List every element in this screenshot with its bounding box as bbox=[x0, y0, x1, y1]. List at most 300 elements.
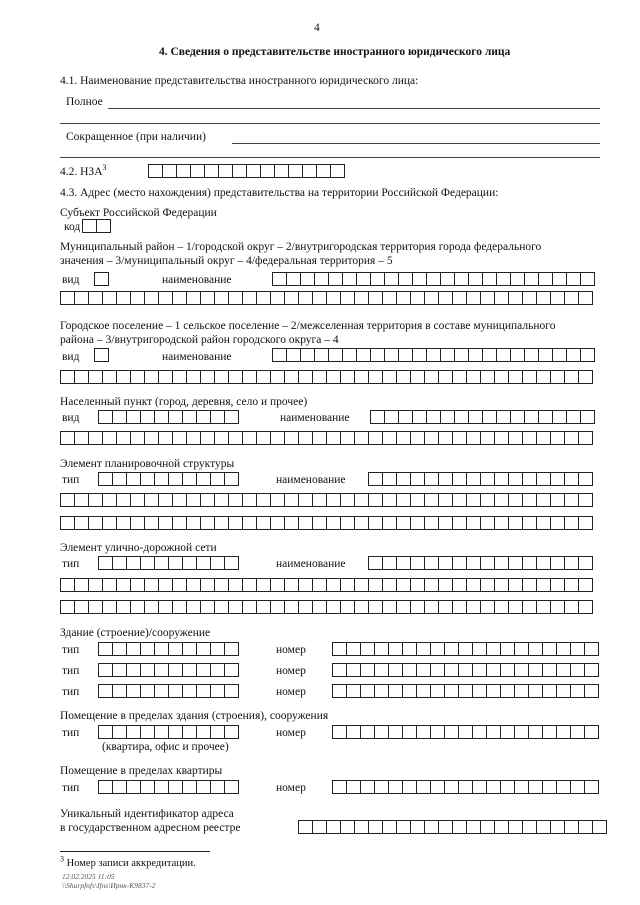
char-cell[interactable] bbox=[551, 556, 565, 570]
char-cell[interactable] bbox=[495, 431, 509, 445]
char-cell[interactable] bbox=[581, 272, 595, 286]
char-cell[interactable] bbox=[383, 431, 397, 445]
char-cell[interactable] bbox=[565, 578, 579, 592]
char-cell[interactable] bbox=[453, 516, 467, 530]
char-cell[interactable] bbox=[469, 348, 483, 362]
char-cell[interactable] bbox=[515, 684, 529, 698]
char-cell[interactable] bbox=[117, 291, 131, 305]
char-cell[interactable] bbox=[61, 370, 75, 384]
char-cell[interactable] bbox=[103, 516, 117, 530]
char-cell[interactable] bbox=[127, 780, 141, 794]
char-cell[interactable] bbox=[99, 410, 113, 424]
char-cell[interactable] bbox=[177, 164, 191, 178]
char-cell[interactable] bbox=[501, 684, 515, 698]
char-cell[interactable] bbox=[425, 556, 439, 570]
char-cell[interactable] bbox=[481, 472, 495, 486]
char-cell[interactable] bbox=[159, 370, 173, 384]
char-cell[interactable] bbox=[481, 493, 495, 507]
char-cell[interactable] bbox=[299, 370, 313, 384]
char-cell[interactable] bbox=[169, 663, 183, 677]
char-cell[interactable] bbox=[425, 472, 439, 486]
char-cell[interactable] bbox=[103, 370, 117, 384]
char-cell[interactable] bbox=[271, 516, 285, 530]
char-cell[interactable] bbox=[145, 493, 159, 507]
char-cell[interactable] bbox=[341, 493, 355, 507]
char-cell[interactable] bbox=[481, 370, 495, 384]
char-cell[interactable] bbox=[425, 516, 439, 530]
char-cell[interactable] bbox=[75, 516, 89, 530]
char-cell[interactable] bbox=[411, 516, 425, 530]
char-cell[interactable] bbox=[103, 600, 117, 614]
char-cell[interactable] bbox=[439, 600, 453, 614]
char-cell[interactable] bbox=[201, 578, 215, 592]
locality-name-cells-2[interactable] bbox=[60, 431, 593, 445]
char-cell[interactable] bbox=[411, 820, 425, 834]
char-cell[interactable] bbox=[89, 370, 103, 384]
char-cell[interactable] bbox=[481, 291, 495, 305]
char-cell[interactable] bbox=[459, 663, 473, 677]
char-cell[interactable] bbox=[487, 780, 501, 794]
char-cell[interactable] bbox=[155, 472, 169, 486]
char-cell[interactable] bbox=[327, 820, 341, 834]
char-cell[interactable] bbox=[539, 348, 553, 362]
char-cell[interactable] bbox=[383, 820, 397, 834]
char-cell[interactable] bbox=[215, 493, 229, 507]
char-cell[interactable] bbox=[299, 431, 313, 445]
char-cell[interactable] bbox=[271, 578, 285, 592]
char-cell[interactable] bbox=[183, 472, 197, 486]
char-cell[interactable] bbox=[313, 516, 327, 530]
char-cell[interactable] bbox=[553, 348, 567, 362]
premises-number-cells[interactable] bbox=[332, 725, 599, 739]
char-cell[interactable] bbox=[509, 291, 523, 305]
char-cell[interactable] bbox=[159, 600, 173, 614]
char-cell[interactable] bbox=[543, 642, 557, 656]
char-cell[interactable] bbox=[327, 493, 341, 507]
char-cell[interactable] bbox=[257, 493, 271, 507]
char-cell[interactable] bbox=[205, 164, 219, 178]
char-cell[interactable] bbox=[215, 600, 229, 614]
char-cell[interactable] bbox=[537, 472, 551, 486]
char-cell[interactable] bbox=[313, 493, 327, 507]
char-cell[interactable] bbox=[183, 410, 197, 424]
char-cell[interactable] bbox=[567, 410, 581, 424]
char-cell[interactable] bbox=[467, 472, 481, 486]
char-cell[interactable] bbox=[271, 291, 285, 305]
char-cell[interactable] bbox=[537, 291, 551, 305]
settlement-name-cells-2[interactable] bbox=[60, 370, 593, 384]
char-cell[interactable] bbox=[155, 684, 169, 698]
planning-name-cells-3[interactable] bbox=[60, 516, 593, 530]
char-cell[interactable] bbox=[187, 370, 201, 384]
char-cell[interactable] bbox=[567, 348, 581, 362]
char-cell[interactable] bbox=[571, 725, 585, 739]
char-cell[interactable] bbox=[75, 291, 89, 305]
flat-number-cells[interactable] bbox=[332, 780, 599, 794]
road-name-cells-2[interactable] bbox=[60, 578, 593, 592]
char-cell[interactable] bbox=[565, 600, 579, 614]
char-cell[interactable] bbox=[403, 780, 417, 794]
char-cell[interactable] bbox=[131, 431, 145, 445]
char-cell[interactable] bbox=[403, 642, 417, 656]
char-cell[interactable] bbox=[567, 272, 581, 286]
char-cell[interactable] bbox=[331, 164, 345, 178]
char-cell[interactable] bbox=[571, 663, 585, 677]
char-cell[interactable] bbox=[537, 431, 551, 445]
char-cell[interactable] bbox=[333, 684, 347, 698]
char-cell[interactable] bbox=[481, 820, 495, 834]
char-cell[interactable] bbox=[389, 725, 403, 739]
char-cell[interactable] bbox=[389, 663, 403, 677]
char-cell[interactable] bbox=[229, 291, 243, 305]
char-cell[interactable] bbox=[571, 780, 585, 794]
char-cell[interactable] bbox=[495, 472, 509, 486]
char-cell[interactable] bbox=[553, 272, 567, 286]
char-cell[interactable] bbox=[271, 493, 285, 507]
char-cell[interactable] bbox=[425, 291, 439, 305]
char-cell[interactable] bbox=[445, 725, 459, 739]
char-cell[interactable] bbox=[89, 493, 103, 507]
char-cell[interactable] bbox=[417, 663, 431, 677]
char-cell[interactable] bbox=[375, 725, 389, 739]
char-cell[interactable] bbox=[579, 556, 593, 570]
char-cell[interactable] bbox=[197, 472, 211, 486]
char-cell[interactable] bbox=[159, 493, 173, 507]
char-cell[interactable] bbox=[445, 684, 459, 698]
char-cell[interactable] bbox=[403, 684, 417, 698]
char-cell[interactable] bbox=[201, 600, 215, 614]
char-cell[interactable] bbox=[287, 272, 301, 286]
char-cell[interactable] bbox=[173, 370, 187, 384]
char-cell[interactable] bbox=[565, 493, 579, 507]
char-cell[interactable] bbox=[341, 370, 355, 384]
char-cell[interactable] bbox=[95, 348, 109, 362]
char-cell[interactable] bbox=[315, 348, 329, 362]
char-cell[interactable] bbox=[509, 370, 523, 384]
char-cell[interactable] bbox=[369, 431, 383, 445]
char-cell[interactable] bbox=[299, 516, 313, 530]
char-cell[interactable] bbox=[183, 663, 197, 677]
char-cell[interactable] bbox=[417, 684, 431, 698]
char-cell[interactable] bbox=[113, 684, 127, 698]
char-cell[interactable] bbox=[201, 431, 215, 445]
char-cell[interactable] bbox=[313, 820, 327, 834]
char-cell[interactable] bbox=[425, 431, 439, 445]
char-cell[interactable] bbox=[117, 370, 131, 384]
char-cell[interactable] bbox=[327, 600, 341, 614]
char-cell[interactable] bbox=[357, 348, 371, 362]
char-cell[interactable] bbox=[247, 164, 261, 178]
char-cell[interactable] bbox=[431, 780, 445, 794]
char-cell[interactable] bbox=[385, 348, 399, 362]
char-cell[interactable] bbox=[371, 348, 385, 362]
char-cell[interactable] bbox=[225, 556, 239, 570]
char-cell[interactable] bbox=[383, 556, 397, 570]
char-cell[interactable] bbox=[411, 291, 425, 305]
char-cell[interactable] bbox=[211, 663, 225, 677]
char-cell[interactable] bbox=[459, 725, 473, 739]
char-cell[interactable] bbox=[537, 516, 551, 530]
char-cell[interactable] bbox=[285, 600, 299, 614]
char-cell[interactable] bbox=[453, 431, 467, 445]
char-cell[interactable] bbox=[369, 578, 383, 592]
char-cell[interactable] bbox=[117, 431, 131, 445]
char-cell[interactable] bbox=[99, 556, 113, 570]
char-cell[interactable] bbox=[495, 493, 509, 507]
char-cell[interactable] bbox=[369, 556, 383, 570]
char-cell[interactable] bbox=[515, 663, 529, 677]
char-cell[interactable] bbox=[445, 780, 459, 794]
char-cell[interactable] bbox=[565, 431, 579, 445]
char-cell[interactable] bbox=[397, 556, 411, 570]
planning-name-cells-1[interactable] bbox=[368, 472, 593, 486]
char-cell[interactable] bbox=[369, 820, 383, 834]
char-cell[interactable] bbox=[197, 556, 211, 570]
planning-name-cells-2[interactable] bbox=[60, 493, 593, 507]
char-cell[interactable] bbox=[145, 291, 159, 305]
full-name-line-2[interactable] bbox=[60, 123, 600, 124]
char-cell[interactable] bbox=[581, 348, 595, 362]
char-cell[interactable] bbox=[225, 684, 239, 698]
char-cell[interactable] bbox=[229, 516, 243, 530]
char-cell[interactable] bbox=[159, 291, 173, 305]
char-cell[interactable] bbox=[145, 600, 159, 614]
char-cell[interactable] bbox=[425, 820, 439, 834]
char-cell[interactable] bbox=[537, 820, 551, 834]
char-cell[interactable] bbox=[579, 578, 593, 592]
char-cell[interactable] bbox=[537, 493, 551, 507]
char-cell[interactable] bbox=[187, 578, 201, 592]
char-cell[interactable] bbox=[579, 370, 593, 384]
char-cell[interactable] bbox=[539, 272, 553, 286]
char-cell[interactable] bbox=[299, 493, 313, 507]
char-cell[interactable] bbox=[131, 370, 145, 384]
char-cell[interactable] bbox=[389, 780, 403, 794]
char-cell[interactable] bbox=[211, 642, 225, 656]
char-cell[interactable] bbox=[243, 578, 257, 592]
char-cell[interactable] bbox=[467, 370, 481, 384]
char-cell[interactable] bbox=[497, 272, 511, 286]
char-cell[interactable] bbox=[243, 291, 257, 305]
char-cell[interactable] bbox=[585, 684, 599, 698]
building-type-cells-2[interactable] bbox=[98, 663, 239, 677]
char-cell[interactable] bbox=[431, 642, 445, 656]
char-cell[interactable] bbox=[389, 642, 403, 656]
char-cell[interactable] bbox=[585, 642, 599, 656]
char-cell[interactable] bbox=[289, 164, 303, 178]
char-cell[interactable] bbox=[537, 600, 551, 614]
char-cell[interactable] bbox=[411, 431, 425, 445]
char-cell[interactable] bbox=[169, 642, 183, 656]
char-cell[interactable] bbox=[427, 272, 441, 286]
char-cell[interactable] bbox=[61, 600, 75, 614]
char-cell[interactable] bbox=[425, 600, 439, 614]
char-cell[interactable] bbox=[439, 556, 453, 570]
char-cell[interactable] bbox=[403, 725, 417, 739]
char-cell[interactable] bbox=[187, 431, 201, 445]
char-cell[interactable] bbox=[497, 410, 511, 424]
char-cell[interactable] bbox=[131, 493, 145, 507]
char-cell[interactable] bbox=[89, 578, 103, 592]
char-cell[interactable] bbox=[439, 493, 453, 507]
char-cell[interactable] bbox=[141, 663, 155, 677]
char-cell[interactable] bbox=[453, 600, 467, 614]
char-cell[interactable] bbox=[543, 663, 557, 677]
char-cell[interactable] bbox=[313, 431, 327, 445]
char-cell[interactable] bbox=[453, 578, 467, 592]
char-cell[interactable] bbox=[197, 780, 211, 794]
char-cell[interactable] bbox=[439, 516, 453, 530]
char-cell[interactable] bbox=[99, 780, 113, 794]
char-cell[interactable] bbox=[459, 684, 473, 698]
char-cell[interactable] bbox=[341, 820, 355, 834]
char-cell[interactable] bbox=[95, 272, 109, 286]
char-cell[interactable] bbox=[537, 578, 551, 592]
char-cell[interactable] bbox=[509, 431, 523, 445]
char-cell[interactable] bbox=[467, 431, 481, 445]
char-cell[interactable] bbox=[411, 472, 425, 486]
char-cell[interactable] bbox=[369, 472, 383, 486]
char-cell[interactable] bbox=[525, 348, 539, 362]
char-cell[interactable] bbox=[411, 600, 425, 614]
char-cell[interactable] bbox=[243, 431, 257, 445]
char-cell[interactable] bbox=[523, 431, 537, 445]
locality-vid-cells[interactable] bbox=[98, 410, 239, 424]
char-cell[interactable] bbox=[155, 725, 169, 739]
subject-code-cells[interactable] bbox=[82, 219, 111, 233]
char-cell[interactable] bbox=[525, 410, 539, 424]
char-cell[interactable] bbox=[99, 663, 113, 677]
char-cell[interactable] bbox=[329, 272, 343, 286]
char-cell[interactable] bbox=[579, 472, 593, 486]
char-cell[interactable] bbox=[299, 820, 313, 834]
char-cell[interactable] bbox=[553, 410, 567, 424]
municipal-vid-cell[interactable] bbox=[94, 272, 109, 286]
char-cell[interactable] bbox=[285, 516, 299, 530]
char-cell[interactable] bbox=[243, 516, 257, 530]
char-cell[interactable] bbox=[145, 370, 159, 384]
char-cell[interactable] bbox=[61, 291, 75, 305]
char-cell[interactable] bbox=[371, 410, 385, 424]
char-cell[interactable] bbox=[75, 370, 89, 384]
char-cell[interactable] bbox=[439, 578, 453, 592]
char-cell[interactable] bbox=[113, 410, 127, 424]
char-cell[interactable] bbox=[523, 820, 537, 834]
char-cell[interactable] bbox=[117, 578, 131, 592]
char-cell[interactable] bbox=[473, 684, 487, 698]
char-cell[interactable] bbox=[539, 410, 553, 424]
char-cell[interactable] bbox=[201, 370, 215, 384]
char-cell[interactable] bbox=[467, 516, 481, 530]
char-cell[interactable] bbox=[131, 516, 145, 530]
char-cell[interactable] bbox=[383, 600, 397, 614]
char-cell[interactable] bbox=[197, 725, 211, 739]
char-cell[interactable] bbox=[225, 663, 239, 677]
char-cell[interactable] bbox=[383, 472, 397, 486]
char-cell[interactable] bbox=[355, 578, 369, 592]
char-cell[interactable] bbox=[211, 780, 225, 794]
municipal-name-cells-2[interactable] bbox=[60, 291, 593, 305]
char-cell[interactable] bbox=[397, 472, 411, 486]
short-name-line-2[interactable] bbox=[60, 157, 600, 158]
char-cell[interactable] bbox=[441, 348, 455, 362]
settlement-vid-cell[interactable] bbox=[94, 348, 109, 362]
char-cell[interactable] bbox=[225, 725, 239, 739]
char-cell[interactable] bbox=[155, 410, 169, 424]
char-cell[interactable] bbox=[173, 578, 187, 592]
char-cell[interactable] bbox=[329, 348, 343, 362]
char-cell[interactable] bbox=[501, 780, 515, 794]
char-cell[interactable] bbox=[229, 578, 243, 592]
char-cell[interactable] bbox=[89, 431, 103, 445]
char-cell[interactable] bbox=[187, 516, 201, 530]
char-cell[interactable] bbox=[413, 410, 427, 424]
char-cell[interactable] bbox=[211, 556, 225, 570]
char-cell[interactable] bbox=[515, 780, 529, 794]
char-cell[interactable] bbox=[285, 431, 299, 445]
char-cell[interactable] bbox=[487, 684, 501, 698]
char-cell[interactable] bbox=[163, 164, 177, 178]
char-cell[interactable] bbox=[183, 780, 197, 794]
char-cell[interactable] bbox=[141, 684, 155, 698]
char-cell[interactable] bbox=[327, 578, 341, 592]
char-cell[interactable] bbox=[357, 272, 371, 286]
char-cell[interactable] bbox=[551, 600, 565, 614]
char-cell[interactable] bbox=[103, 578, 117, 592]
char-cell[interactable] bbox=[369, 493, 383, 507]
char-cell[interactable] bbox=[257, 431, 271, 445]
char-cell[interactable] bbox=[487, 725, 501, 739]
char-cell[interactable] bbox=[113, 556, 127, 570]
char-cell[interactable] bbox=[169, 780, 183, 794]
char-cell[interactable] bbox=[453, 370, 467, 384]
char-cell[interactable] bbox=[155, 780, 169, 794]
char-cell[interactable] bbox=[127, 556, 141, 570]
char-cell[interactable] bbox=[495, 516, 509, 530]
char-cell[interactable] bbox=[215, 516, 229, 530]
char-cell[interactable] bbox=[509, 820, 523, 834]
char-cell[interactable] bbox=[593, 820, 607, 834]
char-cell[interactable] bbox=[495, 820, 509, 834]
char-cell[interactable] bbox=[347, 663, 361, 677]
char-cell[interactable] bbox=[341, 516, 355, 530]
char-cell[interactable] bbox=[397, 578, 411, 592]
char-cell[interactable] bbox=[441, 272, 455, 286]
char-cell[interactable] bbox=[585, 780, 599, 794]
char-cell[interactable] bbox=[509, 600, 523, 614]
char-cell[interactable] bbox=[411, 556, 425, 570]
char-cell[interactable] bbox=[369, 291, 383, 305]
char-cell[interactable] bbox=[211, 725, 225, 739]
char-cell[interactable] bbox=[417, 780, 431, 794]
char-cell[interactable] bbox=[341, 291, 355, 305]
char-cell[interactable] bbox=[347, 642, 361, 656]
char-cell[interactable] bbox=[467, 820, 481, 834]
char-cell[interactable] bbox=[355, 291, 369, 305]
char-cell[interactable] bbox=[523, 472, 537, 486]
char-cell[interactable] bbox=[155, 642, 169, 656]
char-cell[interactable] bbox=[383, 291, 397, 305]
char-cell[interactable] bbox=[361, 725, 375, 739]
char-cell[interactable] bbox=[333, 663, 347, 677]
char-cell[interactable] bbox=[61, 578, 75, 592]
char-cell[interactable] bbox=[585, 725, 599, 739]
char-cell[interactable] bbox=[229, 370, 243, 384]
char-cell[interactable] bbox=[341, 600, 355, 614]
char-cell[interactable] bbox=[585, 663, 599, 677]
char-cell[interactable] bbox=[243, 493, 257, 507]
char-cell[interactable] bbox=[385, 272, 399, 286]
